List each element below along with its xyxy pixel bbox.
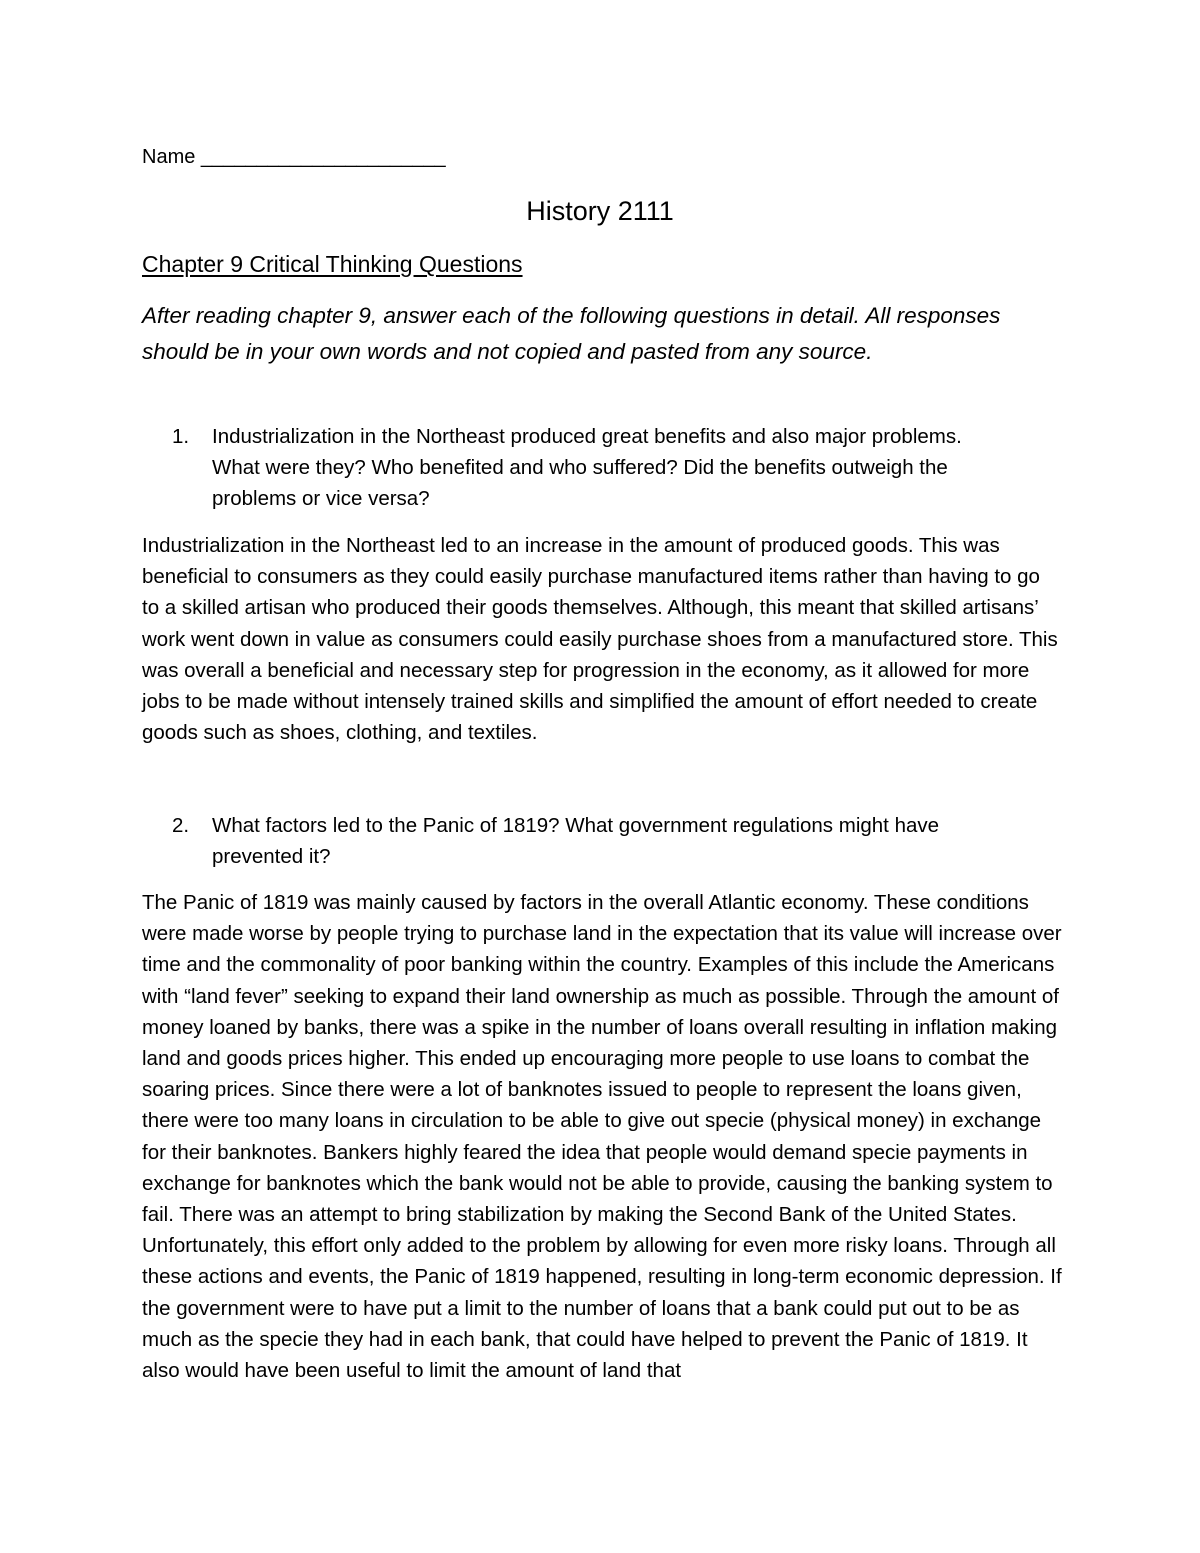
name-field-label: Name ______________________ [142, 146, 446, 168]
question-text: Industrialization in the Northeast produced great benefits and also major problems. What were they? Who benefited and who suffered? Did the benefits outweigh the problems or vice versa? [212, 425, 962, 510]
question-text: What factors led to the Panic of 1819? What government regulations might have prevented it? [212, 814, 940, 868]
answer-2: The Panic of 1819 was mainly caused by factors in the overall Atlantic economy. These conditions were made worse by people trying to purchase land in the expectation that its value will increase over time and the commonality of poor banking within the country. Examples of this include the Americans with “land fever” seeking to expand their land ownership as much as possible. Through the amount of money loaned by banks, there was a spike in the number of loans overall resulting in inflation making land and goods prices higher. This ended up encouraging more people to use loans to combat the soaring prices. Since there were a lot of banknotes issued to people to represent the loans given, there were too many loans in circulation to be able to give out specie (physical money) in exchange for their banknotes. Bankers highly feared the idea that people would demand specie payments in exchange for banknotes which the bank would not be able to provide, causing the banking system to fail. There was an attempt to bring stabilization by making the Second Bank of the United States. Unfortunately, this effort only added to the problem by allowing for even more risky loans. Through all these actions and events, the Panic of 1819 happened, resulting in long-term economic depression. If the government were to have put a limit to the number of loans that a bank could put out to be as much as the specie they had in each bank, that could have helped to prevent the Panic of 1819. It also would have been useful to limit the amount of land that [142, 891, 1062, 1383]
question-2 [172, 810, 1012, 872]
answer-1: Industrialization in the Northeast led to an increase in the amount of produced goods. This was beneficial to consumers as they could easily purchase manufactured items rather than having to go to a skilled artisan who produced their goods themselves. Although, this meant that skilled artisans’ work went down in value as consumers could easily purchase shoes from a manufactured store. This was overall a beneficial and necessary step for progression in the economy, as it allowed for more jobs to be made without intensely trained skills and simplified the amount of effort needed to create goods such as shoes, clothing, and textiles. [142, 534, 1058, 745]
document-subtitle: Chapter 9 Critical Thinking Questions [142, 251, 523, 277]
instructions-paragraph: After reading chapter 9, answer each of the following questions in detail. All responses should be in your own words and not copied and pasted from any source. [142, 303, 1001, 364]
question-number: 1. [172, 425, 190, 448]
question-number: 2. [172, 814, 190, 837]
question-1 [172, 421, 1012, 514]
document-title: History 2111 [526, 196, 674, 226]
